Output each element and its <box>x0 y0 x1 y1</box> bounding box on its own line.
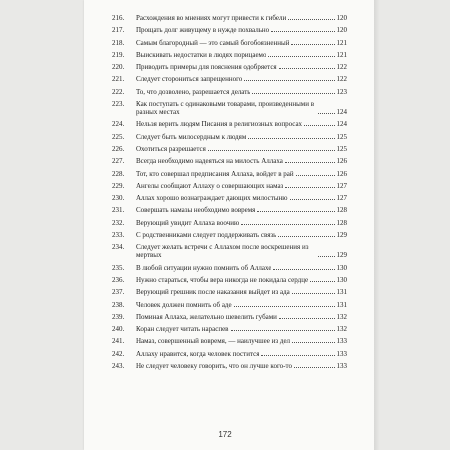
entry-page-number: 129 <box>336 231 347 240</box>
dot-leader <box>296 175 335 176</box>
entry-title: С родственниками следует поддерживать связь <box>136 231 277 240</box>
entry-page-number: 128 <box>336 218 347 227</box>
entry-page-number: 120 <box>336 26 347 35</box>
entry-page-number: 126 <box>336 157 347 166</box>
entry-page-number: 131 <box>336 288 347 297</box>
entry-number: 221. <box>112 75 125 84</box>
entry-number: 219. <box>112 50 125 59</box>
entry-number: 232. <box>112 218 125 227</box>
entry-page-number: 123 <box>336 87 347 96</box>
toc-entry <box>112 145 347 157</box>
entry-title: Охотиться разрешается <box>136 144 206 153</box>
entry-number: 224. <box>112 120 125 129</box>
entry-title: Аллах хорошо вознаграждает дающих милостыню <box>136 194 288 203</box>
dot-leader <box>273 269 334 270</box>
toc-entry <box>112 231 347 243</box>
entry-title: Следует желать встречи с Аллахом после воскрешения из мертвых <box>136 243 309 260</box>
dot-leader <box>291 44 334 45</box>
entry-number: 241. <box>112 337 125 346</box>
entry-title: Выискивать недостатки в людях порицаемо <box>136 50 267 59</box>
toc-entry <box>112 39 347 51</box>
dot-leader <box>278 236 334 237</box>
entry-number: 239. <box>112 312 125 321</box>
toc-entry <box>112 133 347 145</box>
entry-page-number: 121 <box>336 38 347 47</box>
entry-page-number: 124 <box>336 120 347 129</box>
entry-page-number: 131 <box>336 300 347 309</box>
entry-number: 223. <box>112 100 125 109</box>
entry-page-number: 128 <box>336 206 347 215</box>
toc-entry <box>112 170 347 182</box>
entry-number: 243. <box>112 362 125 371</box>
entry-title: То, что дозволено, разрешается делать <box>136 87 251 96</box>
entry-title: Поминая Аллаха, желательно шевелить губами <box>136 312 277 321</box>
toc-entry <box>112 26 347 38</box>
entry-title: Не следует человеку говорить, что он лучше кого-то <box>136 362 292 371</box>
toc-entry <box>112 120 347 132</box>
entry-number: 226. <box>112 144 125 153</box>
entry-page-number: 125 <box>336 144 347 153</box>
entry-title: Намаз, совершенный вовремя, — наилучшее из дел <box>136 337 291 346</box>
dot-leader <box>208 150 335 151</box>
entry-page-number: 133 <box>336 349 347 358</box>
toc-entry <box>112 264 347 276</box>
entry-number: 225. <box>112 132 125 141</box>
entry-number: 231. <box>112 206 125 215</box>
toc-entry <box>112 276 347 288</box>
entry-page-number: 126 <box>336 169 347 178</box>
dot-leader <box>279 68 335 69</box>
toc-entry <box>112 350 347 362</box>
entry-page-number: 120 <box>336 14 347 22</box>
entry-number: 228. <box>112 169 125 178</box>
toc-entry <box>112 362 347 374</box>
entry-number: 222. <box>112 87 125 96</box>
entry-page-number: 125 <box>336 132 347 141</box>
entry-page-number: 127 <box>336 181 347 190</box>
entry-title: Совершать намазы необходимо вовремя <box>136 206 256 215</box>
entry-page-number: 133 <box>336 362 347 371</box>
dot-leader <box>292 293 335 294</box>
toc-entry <box>112 313 347 325</box>
entry-page-number: 127 <box>336 194 347 203</box>
entry-page-number: 133 <box>336 337 347 346</box>
toc-entry <box>112 325 347 337</box>
toc-entry <box>112 288 347 300</box>
entry-title: Прощать долг живущему в нужде похвально <box>136 26 270 35</box>
entry-title: Самым благородный — это самый богобоязненный <box>136 38 290 47</box>
entry-title: Верующий увидит Аллаха воочию <box>136 218 240 227</box>
entry-number: 227. <box>112 157 125 166</box>
dot-leader <box>257 211 334 212</box>
entry-page-number: 121 <box>336 50 347 59</box>
entry-page-number: 124 <box>336 108 347 117</box>
entry-number: 230. <box>112 194 125 203</box>
entry-number: 218. <box>112 38 125 47</box>
entry-number: 229. <box>112 181 125 190</box>
toc-entry <box>112 157 347 169</box>
entry-title: Нужно стараться, чтобы вера никогда не покидала сердце <box>136 275 309 284</box>
dot-leader <box>285 162 335 163</box>
entry-title: Нельзя верить людям Писания в религиозных вопросах <box>136 120 303 129</box>
entry-number: 242. <box>112 349 125 358</box>
dot-leader <box>252 93 334 94</box>
entry-number: 233. <box>112 231 125 240</box>
toc-entry <box>112 243 347 263</box>
dot-leader <box>279 318 335 319</box>
dot-leader <box>318 113 335 114</box>
entry-title: Приводить примеры для пояснения одобряется <box>136 63 277 72</box>
toc-entry <box>112 194 347 206</box>
toc-entry <box>112 63 347 75</box>
entry-title: Коран следует читать нараспев <box>136 325 229 334</box>
page-edge-shadow <box>374 0 380 450</box>
dot-leader <box>294 367 335 368</box>
entry-title: Ангелы сообщают Аллаху о совершающих намаз <box>136 181 284 190</box>
toc-entry <box>112 100 347 120</box>
entry-number: 237. <box>112 288 125 297</box>
toc-entry <box>112 206 347 218</box>
entry-number: 217. <box>112 26 125 35</box>
dot-leader <box>292 342 334 343</box>
dot-leader <box>285 187 334 188</box>
toc-entry <box>112 88 347 100</box>
entry-page-number: 130 <box>336 275 347 284</box>
entry-title: Как поступать с одинаковыми товарами, произведенными в разных местах <box>136 100 314 117</box>
entry-number: 216. <box>112 14 125 22</box>
entry-title: Расхождения во мнениях могут привести к гибели <box>136 14 287 22</box>
entry-page-number: 122 <box>336 75 347 84</box>
entry-page-number: 122 <box>336 63 347 72</box>
entry-title: Верующий грешник после наказания выйдет из ада <box>136 288 290 297</box>
entry-page-number: 129 <box>336 251 347 260</box>
dot-leader <box>234 306 335 307</box>
entry-title: Следует сторониться запрещенного <box>136 75 243 84</box>
entry-number: 235. <box>112 263 125 272</box>
dot-leader <box>244 80 334 81</box>
entry-page-number: 132 <box>336 312 347 321</box>
dot-leader <box>318 256 335 257</box>
dot-leader <box>231 330 335 331</box>
dot-leader <box>288 19 334 20</box>
entry-number: 234. <box>112 243 125 252</box>
entry-title: Аллаху нравится, когда человек постится <box>136 349 260 358</box>
entry-number: 220. <box>112 63 125 72</box>
entry-title: Человек должен помнить об аде <box>136 300 232 309</box>
entry-number: 236. <box>112 275 125 284</box>
toc-entry <box>112 14 347 26</box>
dot-leader <box>290 199 335 200</box>
entry-number: 238. <box>112 300 125 309</box>
toc-entry <box>112 301 347 313</box>
dot-leader <box>241 224 334 225</box>
entry-title: Всегда необходимо надеяться на милость Аллаха <box>136 157 283 166</box>
dot-leader <box>248 138 334 139</box>
table-of-contents <box>112 14 347 374</box>
entry-page-number: 132 <box>336 325 347 334</box>
entry-number: 240. <box>112 325 125 334</box>
entry-title: Тот, кто совершал предписания Аллаха, войдет в рай <box>136 169 294 178</box>
entry-title: В любой ситуации нужно помнить об Аллахе <box>136 263 272 272</box>
dot-leader <box>310 281 334 282</box>
entry-title: Следует быть милосердным к людям <box>136 132 247 141</box>
dot-leader <box>304 125 334 126</box>
dot-leader <box>271 31 334 32</box>
toc-entry <box>112 219 347 231</box>
dot-leader <box>261 355 334 356</box>
page-number: 172 <box>218 430 232 439</box>
toc-entry <box>112 75 347 87</box>
entry-page-number: 130 <box>336 263 347 272</box>
toc-entry <box>112 51 347 63</box>
dot-leader <box>268 56 334 57</box>
toc-entry <box>112 182 347 194</box>
toc-entry <box>112 337 347 349</box>
